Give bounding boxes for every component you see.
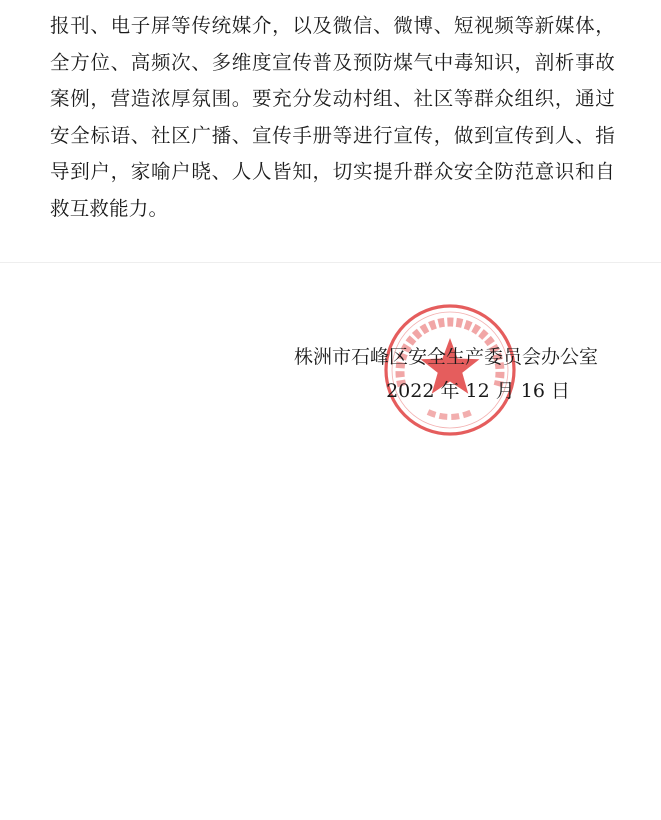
body-line: 救互救能力。 (50, 196, 169, 220)
issuing-organization: 株洲市石峰区安全生产委员会办公室 (293, 346, 598, 368)
body-line: 案例，营造浓厚氛围。要充分发动村组、社区等群众组织，通过 (50, 87, 615, 110)
body-line: 全方位、高频次、多维度宣传普及预防煤气中毒知识，剖析事故 (50, 50, 615, 74)
issue-date: 2022 年 12 月 16 日 (386, 380, 570, 402)
signature-block (294, 340, 598, 408)
body-paragraph (50, 8, 615, 227)
body-line: 导到户，家喻户晓、人人皆知，切实提升群众安全防范意识和自 (50, 160, 615, 183)
page-fold-line (0, 262, 661, 263)
body-line: 安全标语、社区广播、宣传手册等进行宣传，做到宣传到人、指 (50, 123, 615, 147)
body-line: 报刊、电子屏等传统媒介，以及微信、微博、短视频等新媒体， (50, 14, 615, 37)
